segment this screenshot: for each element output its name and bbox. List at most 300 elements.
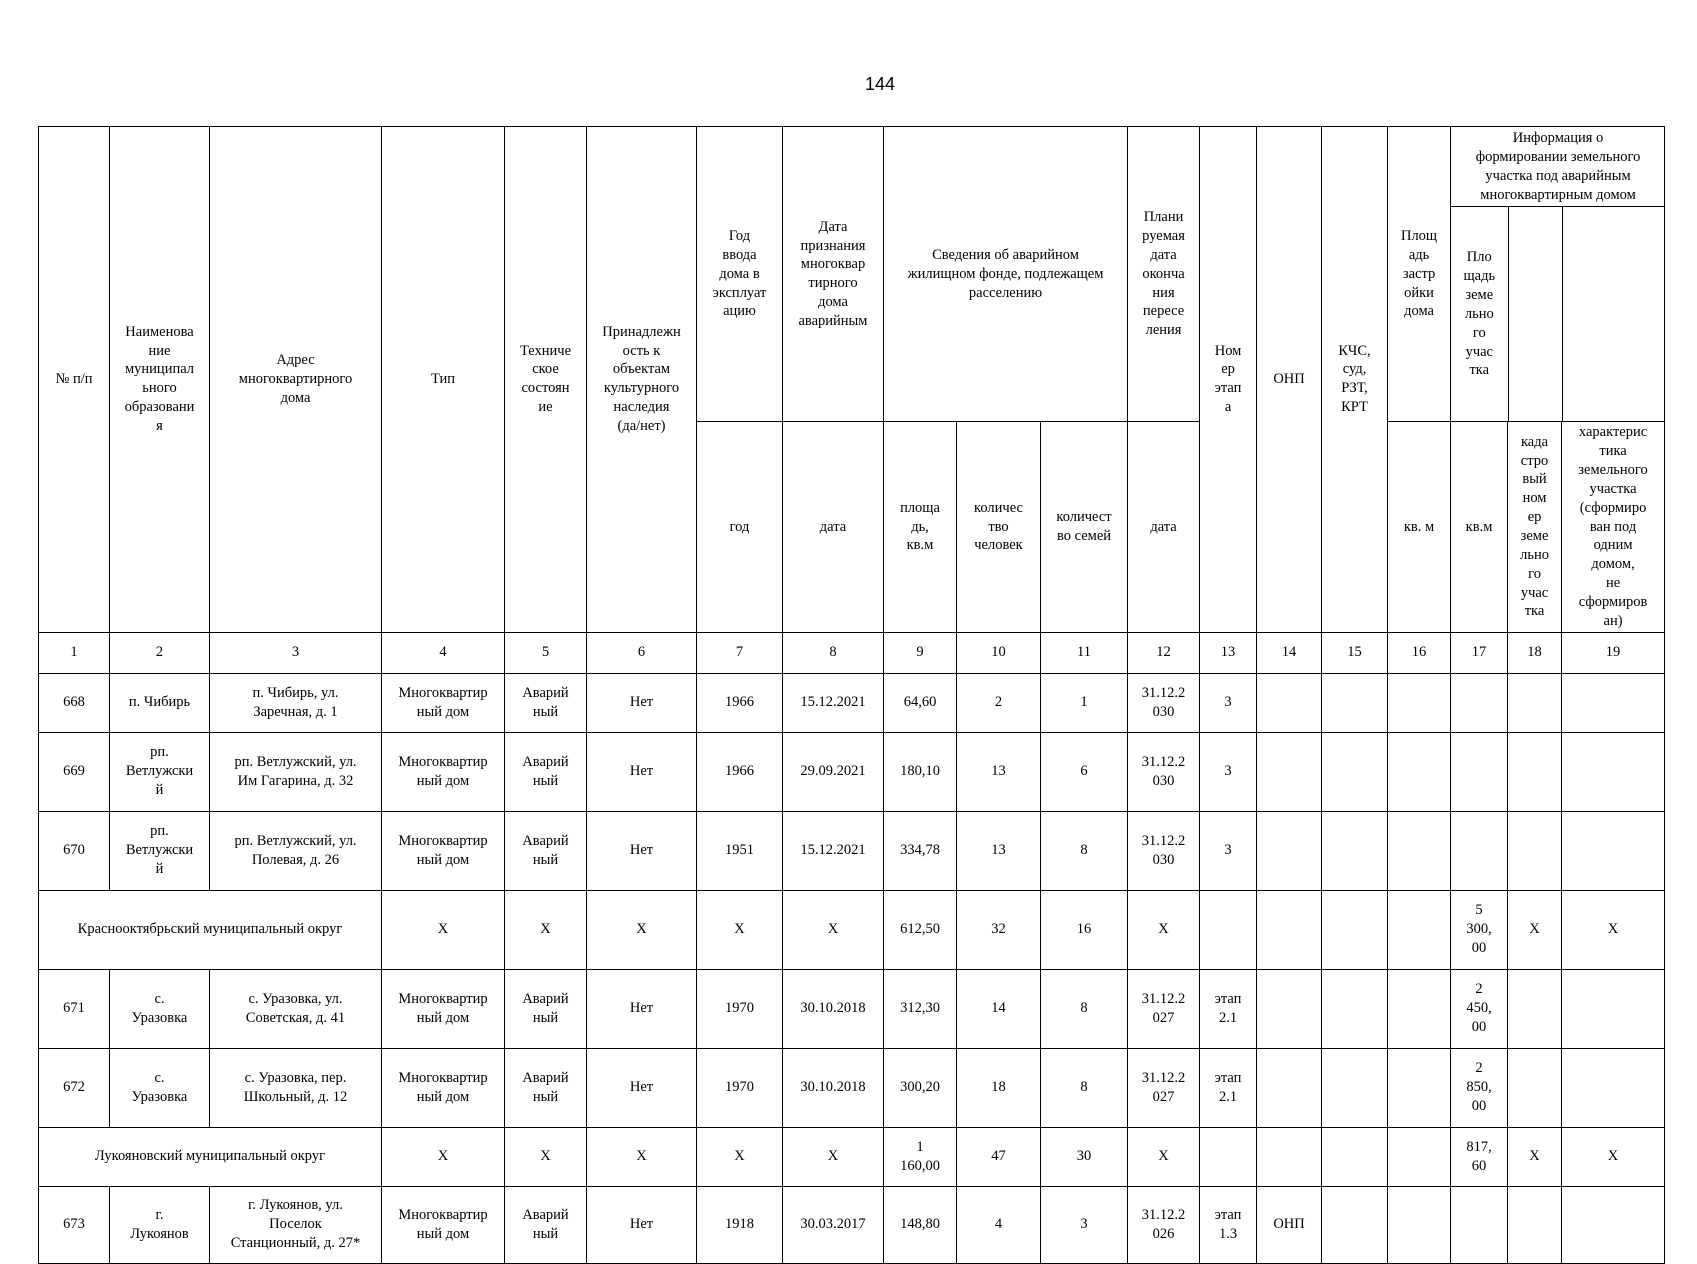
land-character (1562, 1186, 1665, 1263)
cell-text-line: Наименова (125, 323, 194, 340)
building-type (382, 732, 505, 811)
cell-text-line: 1 (916, 1138, 924, 1155)
area (884, 1127, 957, 1186)
cell-text-line: Х (734, 921, 745, 938)
total-label (39, 890, 382, 969)
header-sub-building-unit (1388, 422, 1451, 632)
table-row (39, 1048, 1665, 1127)
cell-text-line: 00 (1471, 1019, 1487, 1036)
cell-text-line: во семей (1056, 528, 1112, 545)
cell-text-line: Х (827, 1148, 839, 1165)
heritage (587, 890, 697, 969)
col-number: 11 (1041, 632, 1128, 673)
cell-text-line: 1951 (725, 842, 754, 859)
families (1041, 811, 1128, 890)
cell-text-line: 31.12.2 (1141, 990, 1186, 1007)
cell-text-line: 31.12.2 (1141, 1206, 1186, 1223)
header-sub-land-unit (1451, 422, 1508, 632)
cell-text-line: Ветлужски (125, 842, 194, 859)
cell-text-line: 2.1 (1218, 1088, 1238, 1105)
cell-text-line: 3 (1080, 1216, 1088, 1233)
area (884, 890, 957, 969)
row-number (39, 1186, 110, 1263)
cell-text-line: эксплуат (712, 284, 767, 301)
cell-text-line: рп. Ветлужский, ул. (234, 753, 357, 770)
people (957, 1127, 1041, 1186)
cell-text-line: Уразовка (131, 1088, 188, 1105)
cell-text-line: дата (1150, 518, 1177, 535)
cell-text-line: Х (636, 921, 647, 938)
cell-text-line: Им Гагарина, д. 32 (237, 772, 354, 789)
municipality (110, 732, 210, 811)
header-recognition-date (783, 127, 884, 422)
cell-text-line: 334,78 (900, 842, 940, 859)
cell-text-line: 1970 (725, 1000, 754, 1017)
kchs (1322, 1048, 1388, 1127)
cell-text-line: застр (1402, 265, 1436, 282)
cell-text-line: Аварий (522, 684, 569, 701)
cell-text-line: 027 (1152, 1088, 1175, 1105)
recognition-date (783, 673, 884, 732)
area (884, 732, 957, 811)
cadastral (1508, 890, 1562, 969)
cell-text-line: Многоквартир (398, 1206, 488, 1223)
cell-text-line: 6 (1080, 763, 1088, 780)
cell-text-line: Заречная, д. 1 (253, 703, 338, 720)
year (697, 969, 783, 1048)
stage (1200, 1048, 1257, 1127)
cell-text-line: Школьный, д. 12 (243, 1088, 348, 1105)
cell-text-line: признания (800, 237, 866, 254)
cell-text-line: Сведения об аварийном (932, 246, 1079, 263)
cell-text-line: 00 (1471, 1098, 1487, 1115)
kchs (1322, 1127, 1388, 1186)
cell-text-line: 670 (63, 842, 85, 859)
cell-text-line: одним (1593, 537, 1633, 554)
cell-text-line: жилищном фонде, подлежащем (907, 265, 1104, 282)
register-table (38, 126, 1665, 1264)
cell-text-line: Дата (818, 218, 848, 235)
cell-text-line: расселению (968, 284, 1043, 301)
header-onp (1257, 127, 1322, 633)
cell-text-line: кв.м (1465, 518, 1493, 535)
address (210, 811, 382, 890)
cell-text-line: ОНП (1273, 370, 1305, 387)
land-character (1562, 732, 1665, 811)
recognition-date (783, 811, 884, 890)
cell-text-line: ный (532, 703, 559, 720)
cell-text-line: не (1605, 575, 1621, 592)
condition (505, 1127, 587, 1186)
recognition-date (783, 1127, 884, 1186)
cell-text-line: 30.10.2018 (800, 1079, 866, 1096)
cell-text-line: 13 (991, 842, 1006, 859)
cell-text-line: ское (532, 361, 559, 378)
col-number: 19 (1562, 632, 1665, 673)
cell-text-line: г. (155, 1206, 164, 1223)
building-type (382, 890, 505, 969)
col-number: 3 (210, 632, 382, 673)
cell-text-line: тво (988, 518, 1009, 535)
cell-text-line: Тип (430, 370, 455, 387)
cell-text-line: ость к (622, 342, 661, 359)
land-area (1451, 811, 1508, 890)
cell-text-line: щадь (1463, 268, 1496, 285)
cell-text-line: земельного (1578, 462, 1648, 479)
land-character (1562, 811, 1665, 890)
cell-text-line: 1970 (725, 1079, 754, 1096)
condition (505, 1186, 587, 1263)
header-emergency-fund (884, 127, 1128, 422)
table-row (39, 811, 1665, 890)
cell-text-line: Пло (1466, 249, 1492, 266)
cell-text-line: 2.1 (1218, 1009, 1238, 1026)
planned-date (1128, 890, 1200, 969)
cell-text-line: Аварий (522, 832, 569, 849)
area (884, 673, 957, 732)
families (1041, 890, 1128, 969)
cell-text-line: Х (437, 921, 449, 938)
cell-text-line: Х (734, 1148, 745, 1165)
cell-text-line: Год (728, 228, 751, 245)
cell-text-line: ном (1522, 490, 1547, 507)
header-planned-date (1128, 127, 1200, 422)
cell-text-line: этап (1214, 990, 1242, 1007)
cell-text-line: 672 (63, 1079, 85, 1096)
cell-text-line: ацию (723, 303, 756, 320)
condition (505, 1048, 587, 1127)
cell-text-line: ный дом (416, 703, 470, 720)
cell-text-line: ер (1221, 361, 1235, 378)
heritage (587, 1048, 697, 1127)
cell-text-line: ный дом (416, 851, 470, 868)
header-kchs (1322, 127, 1388, 633)
cell-text-line: 13 (991, 763, 1006, 780)
area (884, 969, 957, 1048)
cell-text-line: 15.12.2021 (800, 842, 866, 859)
families (1041, 1186, 1128, 1263)
header-land-character-top (1562, 207, 1665, 422)
cell-text-line: характерис (1578, 424, 1648, 441)
cell-text-line: с. Уразовка, ул. (248, 990, 343, 1007)
cell-text-line: 30.10.2018 (800, 1000, 866, 1017)
cell-text-line: Х (540, 921, 551, 938)
building-type (382, 1186, 505, 1263)
area (884, 811, 957, 890)
cell-text-line: год (729, 518, 750, 535)
cell-text-line: 3 (1224, 694, 1232, 711)
cell-text-line: ный (532, 851, 559, 868)
cell-text-line: 5 (1475, 902, 1483, 919)
cell-text-line: 300,20 (900, 1079, 940, 1096)
people (957, 732, 1041, 811)
cell-text-line: Лукояновский муниципальный округ (94, 1148, 326, 1165)
cell-text-line: ние (148, 342, 171, 359)
building-type (382, 811, 505, 890)
cell-text-line: Аварий (522, 753, 569, 770)
cell-text-line: 14 (991, 1000, 1006, 1017)
cell-text-line: го (1472, 324, 1486, 341)
condition (505, 732, 587, 811)
cell-text-line: Лукоянов (130, 1225, 189, 1242)
families (1041, 673, 1128, 732)
page-number: 144 (864, 74, 896, 94)
header-cadastral (1508, 207, 1562, 422)
onp (1257, 1048, 1322, 1127)
header-stage (1200, 127, 1257, 633)
cadastral (1508, 811, 1562, 890)
cell-text-line: руемая (1142, 228, 1185, 245)
cell-text-line: ный (532, 1225, 559, 1242)
stage (1200, 1127, 1257, 1186)
cell-text-line: 671 (63, 1000, 85, 1017)
cell-text-line: Нет (629, 763, 654, 780)
address (210, 1186, 382, 1263)
land-info-nested (1451, 127, 1665, 421)
recognition-date (783, 732, 884, 811)
cell-text-line: ный дом (416, 1088, 470, 1105)
cell-text-line: й (155, 861, 164, 878)
onp (1257, 673, 1322, 732)
cell-text-line: ный (532, 1088, 559, 1105)
cell-text-line: дома в (719, 265, 760, 282)
cadastral (1508, 969, 1562, 1048)
header-sub-people (957, 422, 1041, 632)
cell-text-line: Ветлужски (125, 763, 194, 780)
cell-text-line: 2 (994, 694, 1003, 711)
cell-text-line: Многоквартир (398, 753, 488, 770)
cell-text-line: № п/п (55, 370, 93, 387)
cell-text-line: кв.м (906, 537, 934, 554)
cell-text-line: 612,50 (900, 921, 940, 938)
stage (1200, 1186, 1257, 1263)
cell-text-line: 32 (991, 921, 1006, 938)
col-number: 13 (1200, 632, 1257, 673)
cell-text-line: ойки (1404, 284, 1434, 301)
cell-text-line: этап (1214, 1206, 1242, 1223)
cell-text-line: с. (154, 1069, 165, 1086)
year (697, 1127, 783, 1186)
cell-text-line: стро (1520, 452, 1549, 469)
cell-text-line: многоквартирного (238, 370, 353, 387)
cell-text-line: 15.12.2021 (800, 694, 866, 711)
building-type (382, 1048, 505, 1127)
stage (1200, 890, 1257, 969)
cell-text-line: Информация о (1512, 130, 1604, 146)
cell-text-line: домом, (1591, 556, 1635, 573)
header-sub-plan-date (1128, 422, 1200, 632)
municipality (110, 969, 210, 1048)
cell-text-line: этап (1214, 380, 1242, 397)
cell-text-line: Станционный, д. 27* (230, 1235, 361, 1252)
total-label (39, 1127, 382, 1186)
cell-text-line: Х (827, 921, 839, 938)
col-number: 2 (110, 632, 210, 673)
cell-text-line: этап (1214, 1069, 1242, 1086)
cell-text-line: г. Лукоянов, ул. (248, 1197, 343, 1214)
people (957, 1048, 1041, 1127)
row-number (39, 673, 110, 732)
families (1041, 1127, 1128, 1186)
cell-text-line: (сформиро (1579, 499, 1647, 516)
total-row (39, 890, 1665, 969)
cell-text-line: земе (1465, 287, 1494, 304)
cell-text-line: 8 (1080, 842, 1088, 859)
onp (1257, 732, 1322, 811)
cell-text-line: Х (540, 1148, 551, 1165)
planned-date (1128, 1186, 1200, 1263)
cell-text-line: 668 (63, 694, 85, 711)
cell-text-line: тика (1599, 443, 1627, 460)
cell-text-line: 1.3 (1218, 1225, 1238, 1242)
header-type (382, 127, 505, 633)
cell-text-line: тка (1469, 362, 1490, 379)
municipality (110, 1048, 210, 1127)
cell-text-line: 3 (1224, 763, 1232, 780)
col-number: 5 (505, 632, 587, 673)
cell-text-line: Поселок (269, 1216, 322, 1233)
municipality (110, 811, 210, 890)
stage (1200, 732, 1257, 811)
header-land-area (1451, 207, 1508, 422)
column-numbers-row (39, 632, 1665, 673)
cell-text-line: Ном (1214, 342, 1242, 359)
land-area (1451, 1186, 1508, 1263)
cell-text-line: 47 (991, 1148, 1006, 1165)
total-row (39, 1127, 1665, 1186)
cell-text-line: Многоквартир (398, 832, 488, 849)
cell-text-line: земе (1520, 528, 1549, 545)
recognition-date (783, 969, 884, 1048)
area (884, 1048, 957, 1127)
cell-text-line: 673 (63, 1216, 85, 1233)
cell-text-line: 1 (1080, 694, 1088, 711)
cell-text-line: Многоквартир (398, 990, 488, 1007)
families (1041, 732, 1128, 811)
cadastral (1508, 1186, 1562, 1263)
row-number (39, 969, 110, 1048)
cell-text-line: льно (1520, 546, 1549, 563)
cell-text-line: 64,60 (903, 694, 937, 711)
cell-text-line: дата (819, 518, 847, 535)
cell-text-line: 027 (1152, 1009, 1175, 1026)
cell-text-line: п. Чибирь (128, 694, 191, 711)
cell-text-line: 1966 (725, 763, 754, 780)
cell-text-line: суд, (1342, 361, 1367, 378)
cell-text-line: Нет (629, 694, 654, 711)
header-building-area (1388, 127, 1451, 422)
building-type (382, 1127, 505, 1186)
stage (1200, 673, 1257, 732)
cell-text-line: 2 (1475, 981, 1483, 998)
cell-text-line: ер (1527, 509, 1542, 526)
cadastral (1508, 673, 1562, 732)
heritage (587, 811, 697, 890)
cell-text-line: 30.03.2017 (800, 1216, 866, 1233)
planned-date (1128, 732, 1200, 811)
cell-text-line: я (156, 418, 163, 435)
cell-text-line: 030 (1152, 703, 1175, 720)
cell-text-line: многоквартирным домом (1480, 186, 1636, 203)
cell-text-line: рп. Ветлужский, ул. (234, 832, 357, 849)
cell-text-line: человек (974, 537, 1023, 554)
cell-text-line: вый (1522, 471, 1547, 488)
kchs (1322, 969, 1388, 1048)
cell-text-line: кв. м (1403, 518, 1435, 535)
cell-text-line: 669 (63, 763, 85, 780)
cell-text-line: дь, (911, 518, 929, 535)
cell-text-line: Техниче (519, 342, 572, 359)
year (697, 673, 783, 732)
header-sub-cadastral (1508, 422, 1562, 632)
planned-date (1128, 1127, 1200, 1186)
cell-text-line: 31.12.2 (1141, 832, 1186, 849)
cell-text-line: образовани (124, 399, 195, 416)
building-area (1388, 811, 1451, 890)
address (210, 969, 382, 1048)
building-area (1388, 1127, 1451, 1186)
col-number: 4 (382, 632, 505, 673)
cell-text-line: ие (538, 399, 553, 416)
planned-date (1128, 811, 1200, 890)
col-number: 10 (957, 632, 1041, 673)
cell-text-line: 4 (994, 1216, 1003, 1233)
cell-text-line: 3 (1224, 842, 1232, 859)
cell-text-line: аварийным (798, 312, 868, 329)
cell-text-line: дома (280, 389, 311, 406)
cell-text-line: ван под (1589, 518, 1637, 535)
year (697, 811, 783, 890)
people (957, 1186, 1041, 1263)
land-character (1562, 969, 1665, 1048)
cell-text-line: объектам (612, 361, 671, 378)
land-area (1451, 890, 1508, 969)
heritage (587, 732, 697, 811)
cell-text-line: 148,80 (900, 1216, 940, 1233)
cell-text-line: Полевая, д. 26 (251, 851, 340, 868)
cell-text-line: с. Уразовка, пер. (244, 1069, 347, 1086)
onp (1257, 1127, 1322, 1186)
cell-text-line: 026 (1152, 1225, 1175, 1242)
col-number: 18 (1508, 632, 1562, 673)
row-number (39, 732, 110, 811)
cell-text-line: 30 (1076, 1148, 1092, 1165)
cell-text-line: дома (1404, 303, 1434, 320)
cell-text-line: ввода (722, 246, 757, 263)
table-row (39, 969, 1665, 1048)
header-sub-date (783, 422, 884, 632)
condition (505, 673, 587, 732)
cell-text-line: Нет (629, 1000, 654, 1017)
onp (1257, 969, 1322, 1048)
cell-text-line: Площ (1400, 228, 1438, 245)
header-sub-families (1041, 422, 1128, 632)
condition (505, 811, 587, 890)
land-character (1562, 673, 1665, 732)
land-character (1562, 1127, 1665, 1186)
cell-text-line: сформиров (1578, 593, 1648, 610)
municipality (110, 673, 210, 732)
table-row (39, 1186, 1665, 1263)
cell-text-line: Х (1158, 1148, 1169, 1165)
area (884, 1186, 957, 1263)
cell-text-line: Х (437, 1148, 449, 1165)
cell-text-line: адь (1408, 246, 1430, 263)
kchs (1322, 673, 1388, 732)
cell-text-line: участка (1589, 480, 1637, 497)
cell-text-line: Краснооктябрьский муниципальный округ (77, 921, 343, 938)
cell-text-line: Х (636, 1148, 647, 1165)
